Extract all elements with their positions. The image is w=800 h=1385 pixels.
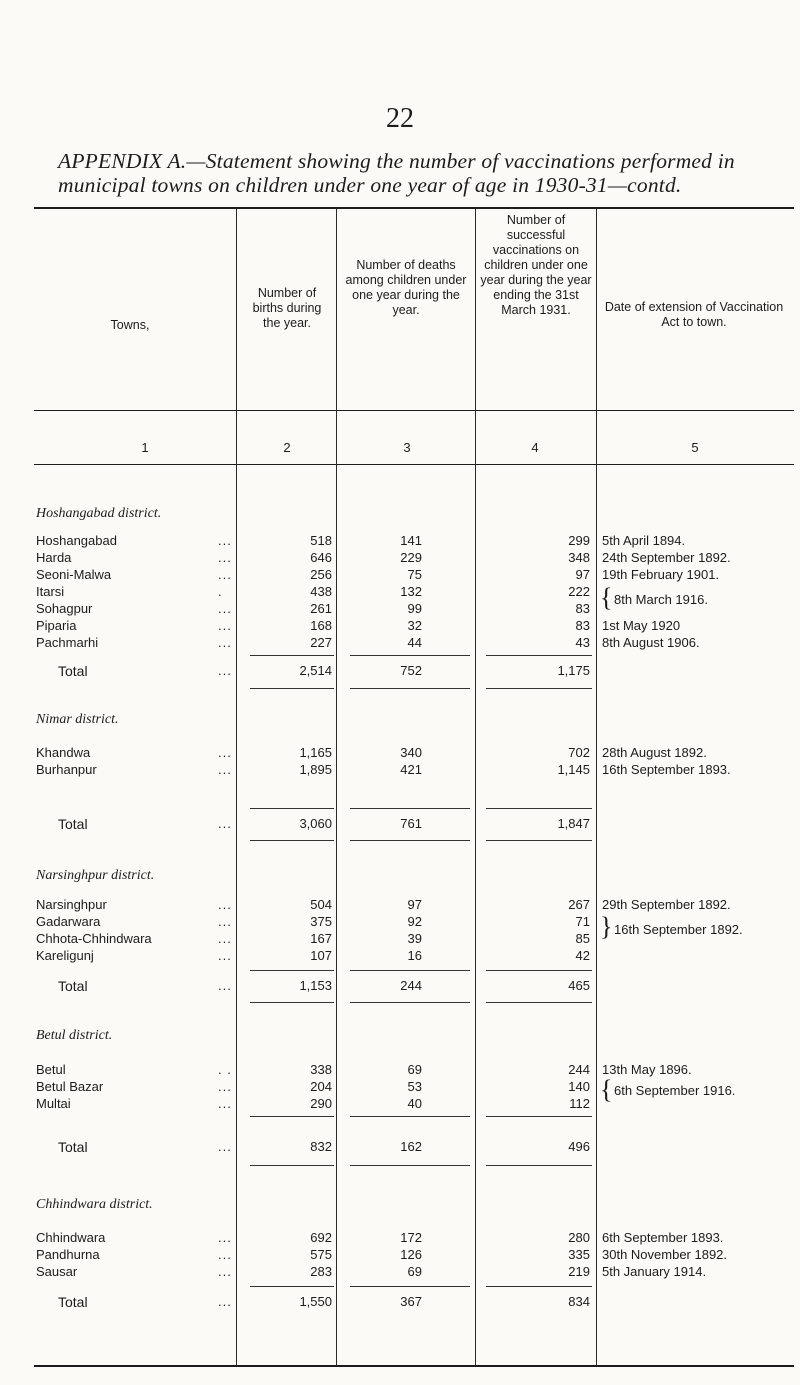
date-cell: 19th February 1901. (602, 567, 720, 582)
leader-dots: ... (218, 550, 232, 565)
column-divider (596, 209, 597, 1365)
births-cell: 692 (310, 1230, 332, 1245)
leader-dots: ... (218, 1139, 232, 1154)
deaths-cell: 172 (400, 1230, 422, 1245)
leader-dots: . (218, 584, 223, 599)
leader-dots: ... (218, 931, 232, 946)
town-name: Itarsi (36, 584, 65, 599)
vaccinations-total: 1,175 (557, 663, 590, 678)
deaths-cell: 340 (400, 745, 422, 760)
vaccinations-cell: 244 (568, 1062, 590, 1077)
total-rule (350, 1165, 470, 1166)
town-name: Chhindwara (36, 1230, 106, 1245)
leader-dots: ... (218, 533, 232, 548)
leader-dots: ... (218, 635, 232, 650)
total-rule (350, 840, 470, 841)
town-name: Betul (36, 1062, 66, 1077)
total-row (0, 816, 800, 832)
brace-icon: { (600, 1075, 613, 1104)
total-rule (486, 808, 592, 809)
leader-dots: . . (218, 1062, 232, 1077)
date-cell: 28th August 1892. (602, 745, 707, 760)
table-row (0, 1079, 800, 1098)
page-title: APPENDIX A.—Statement showing the number of vaccinations performed in municipal towns on children under one year of age in 1930-31—contd. (58, 149, 735, 197)
total-rule (350, 1002, 470, 1003)
vaccinations-total: 465 (568, 978, 590, 993)
deaths-cell: 141 (400, 533, 422, 548)
deaths-total: 367 (400, 1294, 422, 1309)
table-row (0, 567, 800, 583)
table-row (0, 1062, 800, 1078)
date-cell: 29th September 1892. (602, 897, 731, 912)
deaths-cell: 132 (400, 584, 422, 599)
vaccinations-cell: 299 (568, 533, 590, 548)
leader-dots: ... (218, 762, 232, 777)
town-name: Pachmarhi (36, 635, 99, 650)
leader-dots: ... (218, 618, 232, 633)
deaths-cell: 92 (407, 914, 422, 929)
vaccinations-total: 1,847 (557, 816, 590, 831)
column-number: 4 (531, 440, 539, 455)
vaccinations-cell: 83 (575, 618, 590, 633)
brace-icon: { (600, 583, 613, 612)
births-cell: 261 (310, 601, 332, 616)
district-heading: Chhindwara district. (36, 1197, 153, 1212)
table-row (0, 1264, 800, 1280)
column-number: 2 (283, 440, 291, 455)
births-cell: 438 (310, 584, 332, 599)
leader-dots: ... (218, 914, 232, 929)
town-name: Khandwa (36, 745, 91, 760)
births-total: 3,060 (299, 816, 332, 831)
header-vaccinations: Number of successful vaccinations on children under one year during the year ending the 31st March 1931. (480, 213, 592, 317)
vaccinations-total: 834 (568, 1294, 590, 1309)
total-rule (350, 970, 470, 971)
header-towns: Towns, (110, 318, 150, 332)
vaccinations-cell: 267 (568, 897, 590, 912)
deaths-total: 761 (400, 816, 422, 831)
total-rule (250, 1165, 334, 1166)
total-rule (250, 808, 334, 809)
date-cell: 8th March 1916. (614, 592, 708, 607)
vaccinations-cell: 219 (568, 1264, 590, 1279)
table-row (0, 635, 800, 651)
total-rule (486, 655, 592, 656)
town-name: Burhanpur (36, 762, 97, 777)
leader-dots: ... (218, 978, 232, 993)
district-heading: Betul district. (36, 1028, 113, 1043)
total-row (0, 978, 800, 994)
total-rule (250, 1116, 334, 1117)
town-name: Betul Bazar (36, 1079, 104, 1094)
total-rule (250, 655, 334, 656)
town-name: Piparia (36, 618, 77, 633)
leader-dots: ... (218, 1096, 232, 1111)
table-row (0, 1230, 800, 1246)
column-divider (336, 209, 337, 1365)
town-name: Hoshangabad (36, 533, 117, 548)
births-total: 1,550 (299, 1294, 332, 1309)
town-name: Harda (36, 550, 72, 565)
deaths-cell: 40 (407, 1096, 422, 1111)
vaccinations-cell: 112 (569, 1096, 590, 1111)
table-row (0, 1096, 800, 1112)
brace-icon: } (600, 912, 613, 941)
district-heading: Hoshangabad district. (36, 506, 162, 521)
births-cell: 646 (310, 550, 332, 565)
date-cell: 5th April 1894. (602, 533, 686, 548)
town-name: Narsinghpur (36, 897, 107, 912)
table-bottom-rule (34, 1365, 794, 1367)
table-row (0, 745, 800, 761)
district-heading: Nimar district. (36, 712, 119, 727)
table-row (0, 1247, 800, 1263)
total-rule (250, 970, 334, 971)
total-row (0, 1139, 800, 1155)
vaccinations-cell: 83 (575, 601, 590, 616)
births-cell: 575 (310, 1247, 332, 1262)
total-rule (350, 688, 470, 689)
header-deaths: Number of deaths among children under one year during the year. (345, 258, 467, 317)
total-rule (486, 1286, 592, 1287)
deaths-cell: 39 (407, 931, 422, 946)
births-cell: 375 (310, 914, 332, 929)
town-name: Kareligunj (36, 948, 94, 963)
table-row (0, 601, 800, 617)
district-heading: Narsinghpur district. (36, 868, 155, 883)
leader-dots: ... (218, 1247, 232, 1262)
vaccinations-cell: 335 (568, 1247, 590, 1262)
births-cell: 283 (310, 1264, 332, 1279)
date-cell: 6th September 1893. (602, 1230, 724, 1245)
births-cell: 227 (310, 635, 332, 650)
total-label: Total (58, 663, 88, 679)
vaccinations-cell: 222 (568, 584, 590, 599)
vaccinations-cell: 348 (568, 550, 590, 565)
deaths-cell: 75 (407, 567, 422, 582)
births-cell: 290 (310, 1096, 332, 1111)
total-label: Total (58, 816, 88, 832)
vaccinations-cell: 85 (575, 931, 590, 946)
total-label: Total (58, 1294, 88, 1310)
births-cell: 204 (310, 1079, 332, 1094)
table-row (0, 914, 800, 937)
total-rule (486, 688, 592, 689)
leader-dots: ... (218, 1294, 232, 1309)
total-rule (250, 1286, 334, 1287)
column-number: 3 (403, 440, 411, 455)
deaths-cell: 97 (407, 897, 422, 912)
deaths-cell: 53 (407, 1079, 422, 1094)
page-number: 22 (386, 103, 414, 134)
births-cell: 256 (310, 567, 332, 582)
leader-dots: ... (218, 948, 232, 963)
deaths-total: 752 (400, 663, 422, 678)
header-births: Number of births during the year. (252, 286, 322, 330)
vaccinations-cell: 140 (568, 1079, 590, 1094)
column-number: 1 (141, 440, 149, 455)
column-divider (236, 209, 237, 1365)
table-row (0, 931, 800, 947)
date-cell: 5th January 1914. (602, 1264, 707, 1279)
births-total: 1,153 (299, 978, 332, 993)
total-rule (486, 1165, 592, 1166)
leader-dots: ... (218, 745, 232, 760)
vaccinations-cell: 97 (575, 567, 590, 582)
total-rule (350, 1116, 470, 1117)
total-label: Total (58, 1139, 88, 1155)
total-rule (486, 840, 592, 841)
column-divider (475, 209, 476, 1365)
table-row (0, 584, 800, 607)
column-number: 5 (691, 440, 699, 455)
births-cell: 107 (310, 948, 332, 963)
total-row (0, 663, 800, 679)
leader-dots: ... (218, 567, 232, 582)
deaths-cell: 16 (407, 948, 422, 963)
date-cell: 16th September 1893. (602, 762, 731, 777)
births-total: 832 (310, 1139, 332, 1154)
date-cell: 24th September 1892. (602, 550, 731, 565)
births-cell: 338 (310, 1062, 332, 1077)
vaccinations-cell: 71 (575, 914, 590, 929)
births-cell: 167 (310, 931, 332, 946)
leader-dots: ... (218, 1230, 232, 1245)
total-row (0, 1294, 800, 1310)
leader-dots: ... (218, 816, 232, 831)
vaccinations-cell: 1,145 (557, 762, 590, 777)
vaccinations-total: 496 (568, 1139, 590, 1154)
total-rule (486, 1116, 592, 1117)
total-rule (250, 840, 334, 841)
table-row (0, 550, 800, 566)
town-name: Gadarwara (36, 914, 101, 929)
table-row (0, 533, 800, 549)
header-date: Date of extension of Vaccination Act to town. (604, 300, 784, 329)
births-cell: 1,165 (299, 745, 332, 760)
date-cell: 6th September 1916. (614, 1083, 736, 1098)
births-cell: 504 (310, 897, 332, 912)
table-top-rule (34, 207, 794, 209)
column-number-rule (34, 464, 794, 465)
total-rule (350, 808, 470, 809)
leader-dots: ... (218, 663, 232, 678)
town-name: Sohagpur (36, 601, 93, 616)
leader-dots: ... (218, 601, 232, 616)
leader-dots: ... (218, 897, 232, 912)
town-name: Pandhurna (36, 1247, 100, 1262)
leader-dots: ... (218, 1079, 232, 1094)
total-rule (250, 1002, 334, 1003)
date-cell: 30th November 1892. (602, 1247, 728, 1262)
header-bottom-rule (34, 410, 794, 411)
vaccinations-cell: 42 (575, 948, 590, 963)
total-rule (486, 1002, 592, 1003)
town-name: Chhota-Chhindwara (36, 931, 152, 946)
births-cell: 1,895 (299, 762, 332, 777)
deaths-cell: 69 (407, 1062, 422, 1077)
vaccinations-cell: 702 (568, 745, 590, 760)
births-total: 2,514 (299, 663, 332, 678)
deaths-cell: 229 (400, 550, 422, 565)
deaths-cell: 126 (400, 1247, 422, 1262)
table-row (0, 762, 800, 778)
date-cell: 1st May 1920 (602, 618, 681, 633)
date-cell: 16th September 1892. (614, 922, 743, 937)
deaths-cell: 44 (407, 635, 422, 650)
total-rule (486, 970, 592, 971)
date-cell: 8th August 1906. (602, 635, 700, 650)
births-cell: 168 (310, 618, 332, 633)
table-row (0, 948, 800, 964)
leader-dots: ... (218, 1264, 232, 1279)
town-name: Multai (36, 1096, 71, 1111)
date-cell: 13th May 1896. (602, 1062, 692, 1077)
town-name: Sausar (36, 1264, 78, 1279)
births-cell: 518 (310, 533, 332, 548)
deaths-cell: 421 (400, 762, 422, 777)
deaths-cell: 32 (407, 618, 422, 633)
total-rule (350, 1286, 470, 1287)
table-row (0, 618, 800, 634)
town-name: Seoni-Malwa (36, 567, 112, 582)
total-label: Total (58, 978, 88, 994)
table-row (0, 897, 800, 913)
deaths-total: 244 (400, 978, 422, 993)
deaths-cell: 99 (407, 601, 422, 616)
vaccinations-cell: 280 (568, 1230, 590, 1245)
deaths-total: 162 (400, 1139, 422, 1154)
total-rule (250, 688, 334, 689)
deaths-cell: 69 (407, 1264, 422, 1279)
vaccinations-cell: 43 (575, 635, 590, 650)
total-rule (350, 655, 470, 656)
